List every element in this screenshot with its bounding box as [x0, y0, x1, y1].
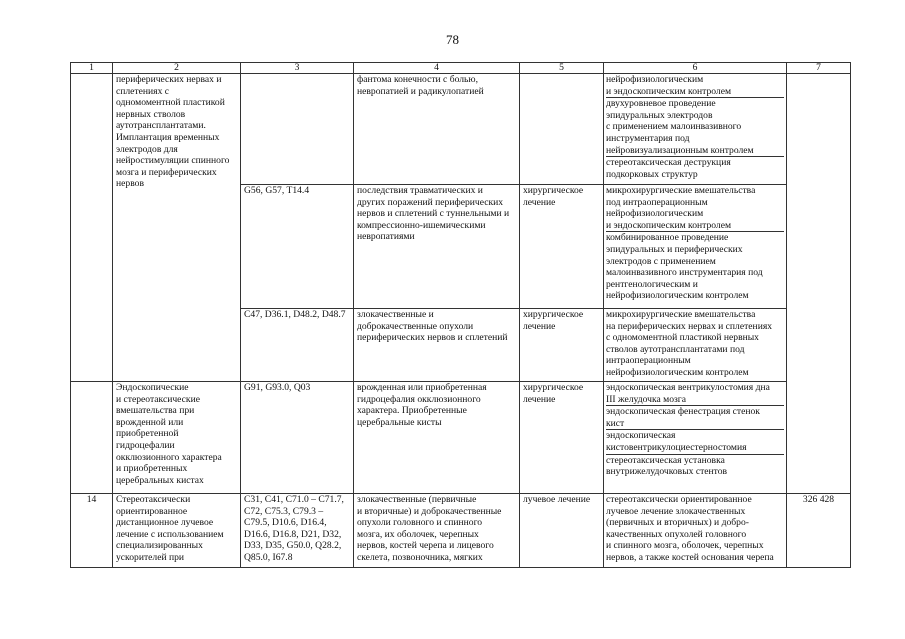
method-item: микрохирургические вмешательства под интраоперационным нейрофизиологическим и эндоскопическим контролем — [606, 185, 756, 231]
intervention-name-cell: Эндоскопические и стереотаксические вмешательства при врожденной или приобретенной гидроцефалии окклюзионного характера и приобретенных церебральных кистах — [113, 382, 241, 494]
icd-codes-cell: G56, G57, T14.4 — [241, 185, 354, 309]
row-number-cell — [71, 382, 113, 494]
method-item: эндоскопическая вентрикулостомия дна III желудочка мозга — [606, 382, 770, 405]
intervention-name-cell: периферических нервах и сплетениях с одномоментной пластикой нервных стволов аутотрансплантатами. Имплантация временных электродов для нейростимуляции спинного мозга и периферических нервов — [113, 74, 241, 382]
method-item: нейрофизиологическим и эндоскопическим контролем — [606, 74, 732, 97]
column-header: 5 — [520, 63, 604, 74]
medical-care-table — [70, 62, 851, 568]
icd-codes-cell: G91, G93.0, Q03 — [241, 382, 354, 494]
column-header: 7 — [787, 63, 851, 74]
table-row — [71, 382, 851, 494]
patient-model-cell: злокачественные и доброкачественные опухоли периферических нервов и сплетений — [354, 309, 520, 382]
method-item: комбинированное проведение эпидуральных и периферических электродов с применением малоинвазивного инструментария под рентгенологическим и нейрофизиологическим контролем — [606, 232, 784, 302]
icd-codes-cell: C47, D36.1, D48.2, D48.7 — [241, 309, 354, 382]
row-number-cell — [71, 74, 113, 382]
treatment-method-cell — [604, 185, 787, 309]
column-header: 1 — [71, 63, 113, 74]
method-item: эндоскопическая фенестрация стенок кист — [606, 406, 784, 430]
column-header: 4 — [354, 63, 520, 74]
treatment-method-cell — [604, 74, 787, 185]
patient-model-cell: фантома конечности с болью, невропатией и радикулопатией — [354, 74, 520, 185]
patient-model-cell: врожденная или приобретенная гидроцефалия окклюзионного характера. Приобретенные церебральные кисты — [354, 382, 520, 494]
method-item: двухуровневое проведение эпидуральных электродов с применением малоинвазивного инструментария под нейровизуализационным контролем — [606, 98, 784, 157]
treatment-type-cell: хирургическое лечение — [520, 309, 604, 382]
table-row — [71, 74, 851, 185]
cost-cell: 326 428 — [787, 494, 851, 568]
table-row — [71, 494, 851, 568]
treatment-type-cell — [520, 74, 604, 185]
method-list — [606, 74, 784, 180]
intervention-name-cell: Стереотаксически ориентированное дистанционное лучевое лечение с использованием специализированных ускорителей при — [113, 494, 241, 568]
row-number-cell: 14 — [71, 494, 113, 568]
treatment-type-cell: лучевое лечение — [520, 494, 604, 568]
cost-cell — [787, 74, 851, 494]
treatment-method-cell — [604, 382, 787, 494]
page-number: 78 — [446, 32, 459, 47]
patient-model-cell: злокачественные (первичные и вторичные) и доброкачественные опухоли головного и спинного мозга, их оболочек, черепных нервов, костей черепа и лицевого скелета, позвоночника, мягких — [354, 494, 520, 568]
method-list — [606, 382, 784, 478]
method-list — [606, 185, 784, 302]
column-header: 3 — [241, 63, 354, 74]
method-item: эндоскопическая кистовентрикулоциестерностомия — [606, 430, 784, 454]
method-item: стереотаксическая установка внутрижелудочковых стентов — [606, 454, 784, 478]
icd-codes-cell: C31, C41, C71.0 – C71.7, C72, C75.3, C79.3 – C79.5, D10.6, D16.4, D16.6, D16.8, D21, D32, D33, D35, G50.0, Q28.2, Q85.0, I67.8 — [241, 494, 354, 568]
patient-model-cell: последствия травматических и других поражений периферических нервов и сплетений с туннельными и компрессионно-ишемическими невропатиями — [354, 185, 520, 309]
method-item: стереотаксическая деструкция подкорковых структур — [606, 157, 784, 181]
treatment-method-cell: микрохирургические вмешательства на периферических нервах и сплетениях с одномоментной пластикой нервных стволов аутотрансплантатами под интраоперационным нейрофизиологическим контролем — [604, 309, 787, 382]
column-header: 6 — [604, 63, 787, 74]
treatment-type-cell: хирургическое лечение — [520, 382, 604, 494]
icd-codes-cell — [241, 74, 354, 185]
treatment-method-cell: стереотаксически ориентированное лучевое лечение злокачественных (первичных и вторичных) и добро- качественных опухолей головного и спинного мозга, оболочек, черепных нервов, а также костей основания черепа — [604, 494, 787, 568]
column-header: 2 — [113, 63, 241, 74]
column-number-row — [71, 63, 851, 74]
treatment-type-cell: хирургическое лечение — [520, 185, 604, 309]
